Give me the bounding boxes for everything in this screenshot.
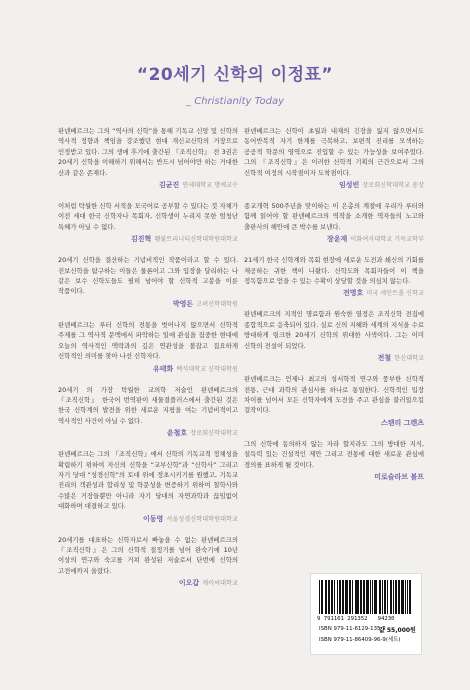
review-text: 그의 신학에 동의하지 않는 자라 할지라도 그의 방대한 지식, 설득력 있는 건설적인 제안 그리고 전통에 대한 새로운 관심에 경의를 표하게 될 것이다.	[244, 439, 424, 469]
reviewer-name: 김균진	[158, 181, 180, 190]
reviewer-credit	[58, 429, 238, 438]
barcode-bar	[399, 580, 400, 614]
barcode-number: 9 791161 291352 94230	[317, 616, 395, 622]
review-text: 20세기를 대표하는 신학자로서 빠놓을 수 없는 판넨베르크의 『조직신학』은 그의 신학적 절정기를 넘어 완숙기에 10년 이상의 연구와 숙고를 거쳐 완성된 저술로서 단번에 신학의 고전에까지 올랐다.	[58, 535, 238, 575]
review-item	[244, 255, 424, 298]
reviewer-affiliation: 장로회신학대학교	[190, 430, 238, 438]
review-text: 판넨베르크는 그의 『조직신학』에서 신학의 기독교적 정체성을 확립하기 위하여 자신의 신학을 “교부신학”과 “신학사” 그리고 자기 당대 “성경신학”의 토대 위에 정초시키기를 원했고, 기독교 진리의 객관성과 합리성 및 학문성을 변증하기 위하여 철학사와 수많은 거장들뿐만 아니라 자기 당대의 자연과학과 끊임없이 대화하며 대결하고 있다.	[58, 450, 238, 511]
barcode-bar	[382, 580, 383, 614]
review-text: 판넨베르크는 그의 “역사의 신학”을 통해 기독교 신앙 및 신학의 역사적 정향과 책임을 강조했던 현대 개신교신학의 거장으로 인정받고 있다. 그의 생애 후기에 출간된 『조직신학』 전 3권은 20세기 신학을 이해하기 위해서는 반드시 넘어야만 하는 거대한 산과 같은 존재다.	[58, 127, 238, 177]
barcode-bar	[321, 580, 322, 614]
reviewer-name: 미로슬라브 볼프	[374, 472, 424, 481]
review-text: 종교개혁 500주년을 맞이하는 이 은총의 계절에 우리가 루터와 함께 읽어야 할 판넨베르크의 역작을 소개한 역자들의 노고와 출판사의 헤안에 큰 박수를 보낸다.	[244, 202, 424, 231]
review-item	[58, 126, 238, 190]
review-item	[244, 309, 424, 363]
review-text: 이처럼 탁월한 신학 서적을 모국어로 공부할 수 있다는 것 자체가 이전 세대 한국 신학자나 목회자, 신학생이 누리지 못한 엄청난 특혜가 아닐 수 없다.	[58, 202, 238, 231]
reviewer-name: 이동영	[142, 514, 164, 523]
barcode-bar	[391, 580, 392, 614]
reviewer-affiliation: 연세대학교 명예교수	[182, 182, 238, 190]
barcode-bar	[345, 580, 346, 614]
review-item	[244, 374, 424, 428]
reviewer-name: 전명호	[342, 289, 364, 298]
review-text: 20세기 의 가장 탁월한 교의학 저술인 판넨베르크의 『조직신학』 한국어 번역판이 새물결플러스에서 출간된 것은 한국 신학계의 발전을 위한 새로운 지평을 여는 기념비적이고 역사적인 사건이 아닐 수 없다.	[58, 385, 238, 425]
isbn-set: ISBN 979-11-86409-96-9(세트)	[319, 637, 401, 643]
barcode-bar	[393, 580, 394, 614]
reviewer-affiliation: 한신대학교	[394, 355, 424, 363]
reviewer-credit	[58, 235, 238, 244]
reviewer-credit	[244, 181, 424, 190]
reviewer-name: 윤철호	[166, 429, 188, 438]
barcode-bar	[352, 580, 353, 614]
reviewer-credit	[244, 354, 424, 363]
reviewer-name: 유태화	[152, 364, 174, 373]
reviewer-name: 스탠리 그렌츠	[380, 418, 424, 427]
reviewer-credit	[244, 235, 424, 244]
barcode-bar	[410, 580, 411, 614]
barcode-bar	[403, 580, 404, 614]
barcode-bar	[375, 580, 377, 614]
reviewer-name: 박영돈	[172, 299, 194, 308]
review-text: 21세기 한국 신학계와 목회 현장에 새로운 도전과 쇄신의 기회를 제공하는 귀한 책이 나왔다. 신학도와 목회자들이 이 책을 정독함으로 얻을 수 있는 수확이 상당할 것을 의심치 않는다.	[244, 256, 424, 286]
barcode-bar	[356, 580, 357, 614]
review-item	[58, 320, 238, 374]
review-text: 판넨베르크는 신학이 초월과 내재의 긴장을 잃지 않으면서도 동어반복적 자기 한계를 극복하고, 보편적 진리를 모색하는 공공적 학문의 영역으로 진입할 수 있는 가능성을 보여주었다. 그의 『조직신학』은 이러한 신학적 기획의 근간으로서 그의 신학적 여정의 시작점이자 도착점이다.	[244, 127, 424, 177]
barcode-bar	[363, 580, 364, 614]
price: 값 55,000원	[379, 627, 416, 634]
review-item	[58, 535, 238, 589]
reviewer-credit	[244, 419, 424, 428]
isbn-volume: ISBN 979-11-6129-135-2	[319, 626, 386, 632]
barcode-block	[310, 573, 422, 655]
reviewer-name: 김진혁	[131, 235, 152, 244]
reviewer-affiliation: 서울성경신학대학원대학교	[166, 515, 238, 523]
review-text: 판넨베르크는 루터 신학의 전통을 벗어나지 않으면서 신학적 주제를 그 역사적 문맥에서 파악하는 일에 관심을 집중한 현대에 오늘의 역사적인 맥락과의 깊은 연관성을 볼잡고 집요하게 신학적인 의미를 찾아 나선 신학자다.	[58, 320, 238, 361]
barcode-bar	[322, 580, 323, 614]
reviewer-name: 임성빈	[338, 181, 360, 190]
reviewer-credit	[58, 300, 238, 309]
barcode-bar	[340, 580, 341, 614]
headline-source: _ Christianity Today	[186, 96, 284, 107]
left-review-column	[58, 126, 238, 600]
barcode-bar	[350, 580, 351, 614]
reviewer-credit	[58, 515, 238, 524]
barcode-bar	[380, 580, 381, 614]
reviewer-affiliation: 고려신학대학원	[196, 300, 238, 308]
barcode-bar	[334, 580, 335, 614]
review-item	[244, 201, 424, 244]
barcode-bar	[339, 580, 340, 614]
reviewer-affiliation: 횃불트리니티신학대학원대학교	[154, 236, 238, 244]
barcode-bar	[405, 580, 406, 614]
barcode-image	[319, 580, 413, 614]
review-text: 판넨베르크는 언제나 최고의 성서학적 연구와 풍부한 신학적 전통, 근대 과학의 관심사를 하나로 통일한다. 신학적인 입장 차이를 넘어서 모든 신학자에게 도전을 주고 관심을 불러일으킬 걸작이다.	[244, 375, 424, 415]
reviewer-name: 이오갑	[178, 579, 200, 588]
review-item	[244, 439, 424, 482]
reviewer-credit	[58, 365, 238, 374]
review-item	[58, 449, 238, 523]
barcode-bar	[374, 580, 375, 614]
reviewer-credit	[58, 579, 238, 588]
reviewer-affiliation: 이화여자대학교 기독교학부	[350, 236, 424, 244]
review-item	[58, 201, 238, 244]
reviewer-name: 장윤재	[327, 235, 348, 244]
reviewer-affiliation: 백석대학교 신학대학원	[176, 365, 238, 373]
barcode-bar	[398, 580, 399, 614]
barcode-bar	[346, 580, 347, 614]
reviewer-affiliation: 미국 세인트폴 신학교	[366, 290, 424, 298]
barcode-bar	[364, 580, 365, 614]
right-review-column	[244, 126, 424, 494]
reviewer-affiliation: 장로회신학대학교 총장	[362, 182, 424, 190]
barcode-bar	[370, 580, 371, 614]
review-text: 판넨베르크의 지적인 명료함과 원숙한 열정은 조직신학 전집에 종합적으로 응축되어 있다. 실로 신의 지혜와 세계의 지식을 수로 방대하게 링크한 20세기 신학의 위대한 사색이다. 그는 이미 신학의 전설이 되었다.	[244, 310, 424, 350]
review-item	[58, 385, 238, 439]
barcode-bar	[368, 580, 369, 614]
reviewer-name: 전철	[377, 354, 392, 363]
barcode-bar	[328, 580, 330, 614]
barcode-bar	[332, 580, 333, 614]
reviewer-credit	[244, 289, 424, 298]
headline: “20세기 신학의 이정표”	[136, 65, 334, 85]
reviewer-credit	[58, 181, 238, 190]
reviewer-affiliation: 케이씨대학교	[202, 580, 238, 588]
barcode-bar	[387, 580, 388, 614]
barcode-bar	[409, 580, 410, 614]
review-item	[58, 255, 238, 309]
review-text: 20세기 신학을 결산하는 기념비적인 작품이라고 할 수 있다. 진보신학을 탐구하는 이들은 물론이고 그와 입장을 달리하는 나 같은 보수 신학도들도 필히 넘어야 할 신학적 고봉을 이룬 작품이다.	[58, 256, 238, 296]
review-item	[244, 126, 424, 190]
barcode-bar	[326, 580, 327, 614]
barcode-bar	[385, 580, 386, 614]
reviewer-credit	[244, 473, 424, 482]
barcode-bar	[357, 580, 358, 614]
